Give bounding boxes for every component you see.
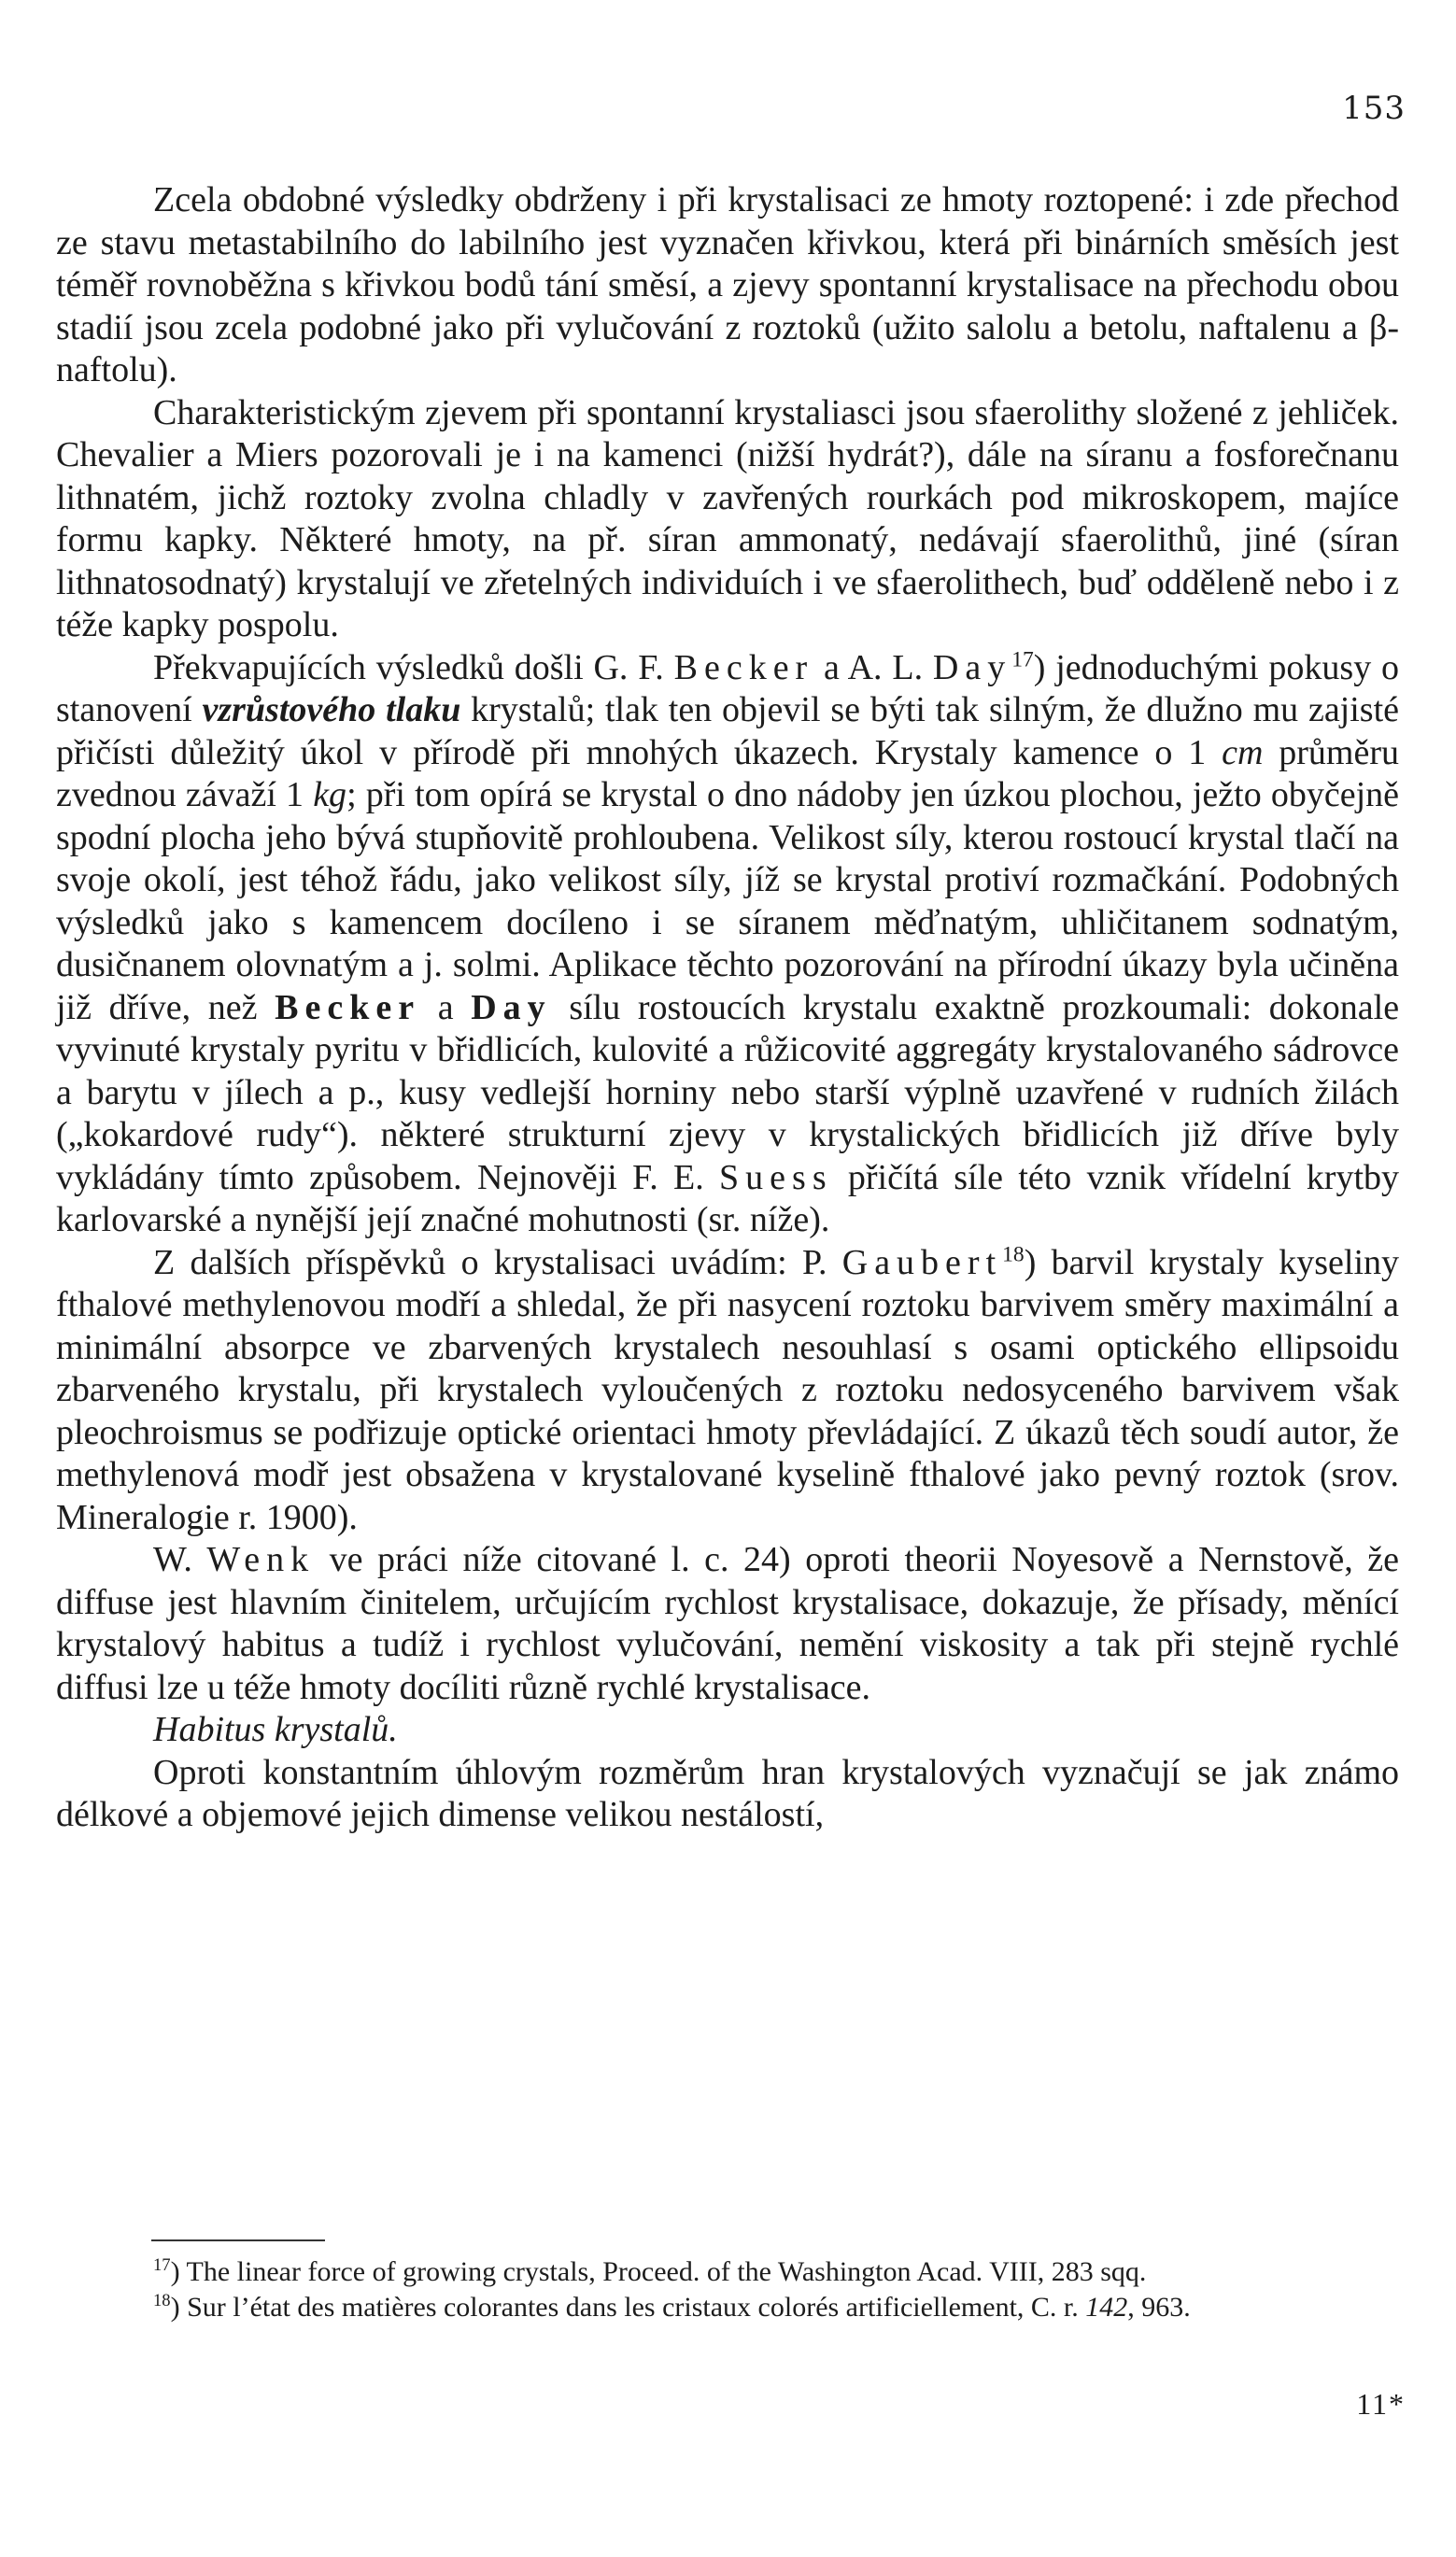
text-run: krystalů; tlak ten objevil se býti tak silným, že dlužno mu zajisté přičísti důležitý úkol v přírodě při mnohých úkazech. Krystaly kamence o 1 [56,690,1400,772]
author-name-day-2: Day [471,987,552,1027]
text-run: W. [153,1540,192,1579]
text-run: ) barvil krystaly kyseliny fthalové methylenovou modří a shledal, že při nasycení roztoku barvivem směry maximální a minimální absorpce ve zbarvených krystalech nesouhlasí s osami optického ellipsoidu zbarveného krystalu, při krystalech vyloučených z roztoku nedosyceného barvivem však pleochroismus se podřizuje optické orientaci hmoty převládající. Z úkazů těch soudí autor, že methylenová modř jest obsažena v krystalované kyselině fthalové jako pevný roztok (srov. Mineralogie r. 1900). [56,1242,1400,1537]
text-run: Z dalších příspěvků o krystalisaci uvádím: P. [153,1242,827,1282]
main-text [56,179,1399,1837]
author-name-becker: Becker [673,647,814,687]
footnote-mark-17: 17 [153,2255,171,2275]
paragraph-gaubert [56,1242,1399,1540]
author-name-gaubert: Gaubert [841,1242,1003,1282]
text-run: Překvapujících výsledků došli G. F. [153,647,664,687]
text-run: ve práci níže citované l. c. 24) oproti theorii Noyesově a Nernstově, že diffuse jest hlavním činitelem, určujícím rychlost krystalisace, dokazuje, že přísady, měnící krystalový habitus a tudíž i rychlost vylučování, nemění viskosity a tak při stejně rychlé diffusi lze u téže hmoty docíliti různě rychlé krystalisace. [56,1540,1400,1707]
unit-kg: kg [313,775,347,814]
footnote-volume: 142 [1085,2292,1128,2323]
author-name-suess: Suess [719,1157,833,1197]
text-run: a [437,987,454,1027]
footnote-ref-18: 18 [1002,1241,1025,1266]
text-run: a A. L. [824,647,924,687]
unit-cm: cm [1222,732,1264,772]
author-name-becker-2: Becker [275,987,421,1027]
author-name-day: Day [932,647,1012,687]
paragraph-habitus: Oproti konstantním úhlovým rozměrům hran krystalových vyznačují se jak známo délkové a objemové jejich dimense velikou nestálostí, [56,1752,1399,1834]
emphasis-growth-pressure: vzrůstového tlaku [202,690,461,729]
footnote-ref-17: 17 [1011,646,1034,671]
text-run: ) jednoduchými pokusy o stanovení [56,647,1400,729]
footnote-18 [56,2290,1399,2325]
paragraph-wenk [56,1539,1399,1709]
paragraph-crystallisation-melt: Zcela obdobné výsledky obdrženy i při krystalisaci ze hmoty roztopené: i zde přechod ze stavu metastabilního do labilního jest vyznačen křivkou, která při binárních směsích jest téměř rovnoběžna s křivkou bodů tání směsí, a zjevy spontanní krystalisace na přechodu obou stadií jsou zcela podobné jako při vylučování z roztoků (užito salolu a betolu, naftalenu a β-naftolu). [56,180,1399,389]
signature-mark: 11* [1356,2387,1406,2421]
author-name-wenk: Wenk [206,1540,316,1579]
page-number: 153 [1342,90,1406,127]
footnote-17 [56,2254,1399,2290]
footnotes [56,2254,1399,2325]
text-run: průměru zvednou závaží 1 [56,732,1400,814]
text-run: sílu rostoucích krystalu exaktně prozkoumali: dokonale vyvinuté krystaly pyritu v břidlicích, kulovité a růžicovité aggregáty krystalovaného sádrovce a barytu v jílech a p., kusy vedlejší horniny nebo starší výplně uzavřené v rudních žilách („kokardové rudy“). některé strukturní zjevy v krystalických břidlicích již dříve byly vykládány tímto způsobem. Nejnověji F. E. [56,987,1400,1197]
footnote-text: ) Sur l’état des matières colorantes dans les cristaux colorés artificiellement, C. r. [170,2292,1079,2323]
paragraph-sphaerolites: Charakteristickým zjevem při spontanní krystaliasci jsou sfaerolithy složené z jehliček. Chevalier a Miers pozorovali je i na kamenci (nižší hydrát?), dále na síranu a fosforečnanu lithnatém, jichž roztoky zvolna chladly v zavřených rourkách pod mikroskopem, majíce formu kapky. Některé hmoty, na př. síran ammonatý, nedávají sfaerolithů, jiné (síran lithnatosodnatý) krystalují ve zřetelných individuích i ve sfaerolithech, buď odděleně nebo i z téže kapky pospolu. [56,392,1399,644]
footnote-text: ) The linear force of growing crystals, Proceed. of the Washington Acad. VIII, 283 sqq. [170,2256,1147,2287]
text-run: ; při tom opírá se krystal o dno nádoby jen úzkou plochou, ježto obyčejně spodní plocha jeho bývá stupňovitě prohloubena. Velikost síly, kterou rostoucí krystal tlačí na svoje okolí, jest téhož řádu, jako velikost síly, jíž se krystal protiví rozmačkání. Podobných výsledků jako s kamencem docíleno i se síranem měďnatým, uhličitanem sodnatým, dusičnanem olovnatým a j. solmi. Aplikace těchto pozorování na přírodní úkazy byla učiněna již dříve, než [56,775,1400,1027]
footnote-divider [151,2239,325,2241]
footnote-mark-18: 18 [153,2291,171,2310]
section-heading-habitus: Habitus krystalů. [153,1710,398,1749]
paragraph-growth-pressure [56,647,1399,1242]
footnote-text: , 963. [1127,2292,1191,2323]
text-run: přičítá síle této vznik vřídelní krytby karlovarské a nynější její značné mohutnosti (sr. níže). [56,1157,1400,1239]
